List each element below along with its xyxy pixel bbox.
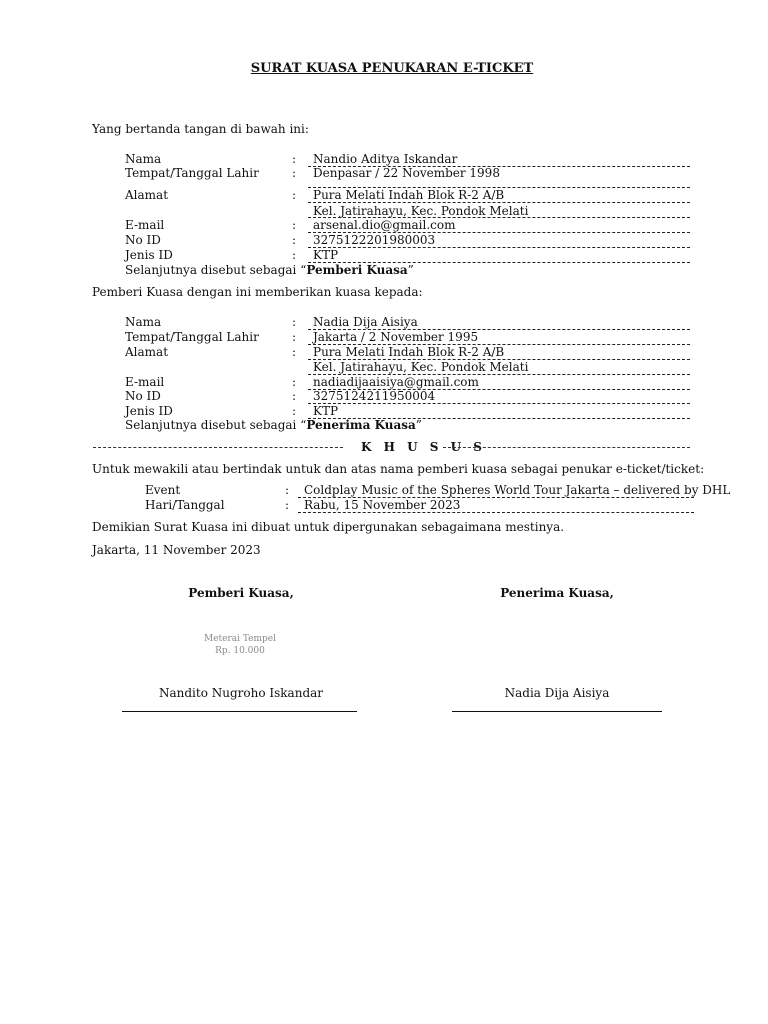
separator-line-right [443, 447, 690, 448]
colon: : [292, 330, 297, 344]
referred-suffix: ” [415, 418, 422, 432]
underline [308, 202, 690, 203]
giver-id-label: No ID [125, 233, 161, 247]
giver-name-label: Nama [125, 152, 162, 166]
giver-idtype-label: Jenis ID [125, 248, 173, 262]
receiver-birth-label: Tempat/Tanggal Lahir [125, 330, 259, 344]
receiver-referred-text [125, 418, 422, 432]
giver-address-value-2: Kel. Jatirahayu, Kec. Pondok Melati [313, 204, 529, 218]
underline [308, 403, 690, 404]
event-value: Coldplay Music of the Spheres World Tour Jakarta – delivered by DHL [304, 483, 731, 497]
separator-line-left [93, 447, 343, 448]
underline [298, 512, 694, 513]
giver-referred-text [125, 263, 414, 277]
colon: : [292, 248, 297, 262]
receiver-address-value-2: Kel. Jatirahayu, Kec. Pondok Melati [313, 360, 529, 374]
colon: : [292, 152, 297, 166]
giver-address-label: Alamat [125, 188, 169, 202]
giver-signature-title: Pemberi Kuasa, [188, 586, 294, 600]
special-heading: K H U S U S [361, 440, 486, 454]
giver-email-value: arsenal.dio@gmail.com [313, 218, 456, 232]
colon: : [285, 483, 290, 497]
receiver-email-value: nadiadijaaisiya@gmail.com [313, 375, 479, 389]
giver-email-label: E-mail [125, 218, 165, 232]
materai-stamp [180, 633, 300, 657]
referred-role: Penerima Kuasa [306, 418, 416, 432]
giver-id-value: 3275122201980003 [313, 233, 436, 247]
intro-text: Yang bertanda tangan di bawah ini: [92, 122, 309, 136]
document-title: SURAT KUASA PENUKARAN E-TICKET [250, 61, 534, 76]
receiver-address-label: Alamat [125, 345, 169, 359]
materai-line-1: Meterai Tempel [203, 634, 277, 644]
receiver-signature-name: Nadia Dija Aisiya [504, 686, 610, 700]
referred-suffix: ” [407, 263, 414, 277]
receiver-birth-value: Jakarta / 2 November 1995 [313, 330, 479, 344]
grant-text: Pemberi Kuasa dengan ini memberikan kuasa kepada: [92, 285, 423, 299]
colon: : [292, 218, 297, 232]
giver-signature-line [122, 711, 357, 712]
place-date: Jakarta, 11 November 2023 [92, 543, 261, 557]
giver-birth-label: Tempat/Tanggal Lahir [125, 166, 259, 180]
referred-prefix: Selanjutnya disebut sebagai “ [125, 263, 307, 277]
colon: : [292, 404, 297, 418]
colon: : [292, 233, 297, 247]
colon: : [292, 188, 297, 202]
receiver-email-label: E-mail [125, 375, 165, 389]
receiver-id-label: No ID [125, 389, 161, 403]
receiver-name-label: Nama [125, 315, 162, 329]
event-label: Event [145, 483, 181, 497]
colon: : [292, 389, 297, 403]
date-value: Rabu, 15 November 2023 [304, 498, 461, 512]
receiver-id-value: 3275124211950004 [313, 389, 436, 403]
colon: : [292, 345, 297, 359]
receiver-signature-line [452, 711, 662, 712]
giver-address-value: Pura Melati Indah Blok R-2 A/B [313, 188, 505, 202]
receiver-signature-title: Penerima Kuasa, [500, 586, 614, 600]
referred-prefix: Selanjutnya disebut sebagai “ [125, 418, 307, 432]
colon: : [292, 315, 297, 329]
receiver-address-value: Pura Melati Indah Blok R-2 A/B [313, 345, 505, 359]
colon: : [285, 498, 290, 512]
giver-signature-name: Nandito Nugroho Iskandar [158, 686, 324, 700]
receiver-name-value: Nadia Dija Aisiya [313, 315, 418, 329]
colon: : [292, 166, 297, 180]
date-label: Hari/Tanggal [145, 498, 225, 512]
purpose-text: Untuk mewakili atau bertindak untuk dan atas nama pemberi kuasa sebagai penukar e-ticket/ticket: [92, 462, 705, 476]
giver-name-value: Nandio Aditya Iskandar [313, 152, 458, 166]
underline [308, 247, 690, 248]
closing-text: Demikian Surat Kuasa ini dibuat untuk dipergunakan sebagaimana mestinya. [92, 520, 565, 534]
receiver-idtype-label: Jenis ID [125, 404, 173, 418]
receiver-idtype-value: KTP [313, 404, 339, 418]
giver-birth-value: Denpasar / 22 November 1998 [313, 166, 500, 180]
giver-idtype-value: KTP [313, 248, 339, 262]
colon: : [292, 375, 297, 389]
materai-line-2: Rp. 10.000 [215, 646, 265, 656]
referred-role: Pemberi Kuasa [306, 263, 408, 277]
